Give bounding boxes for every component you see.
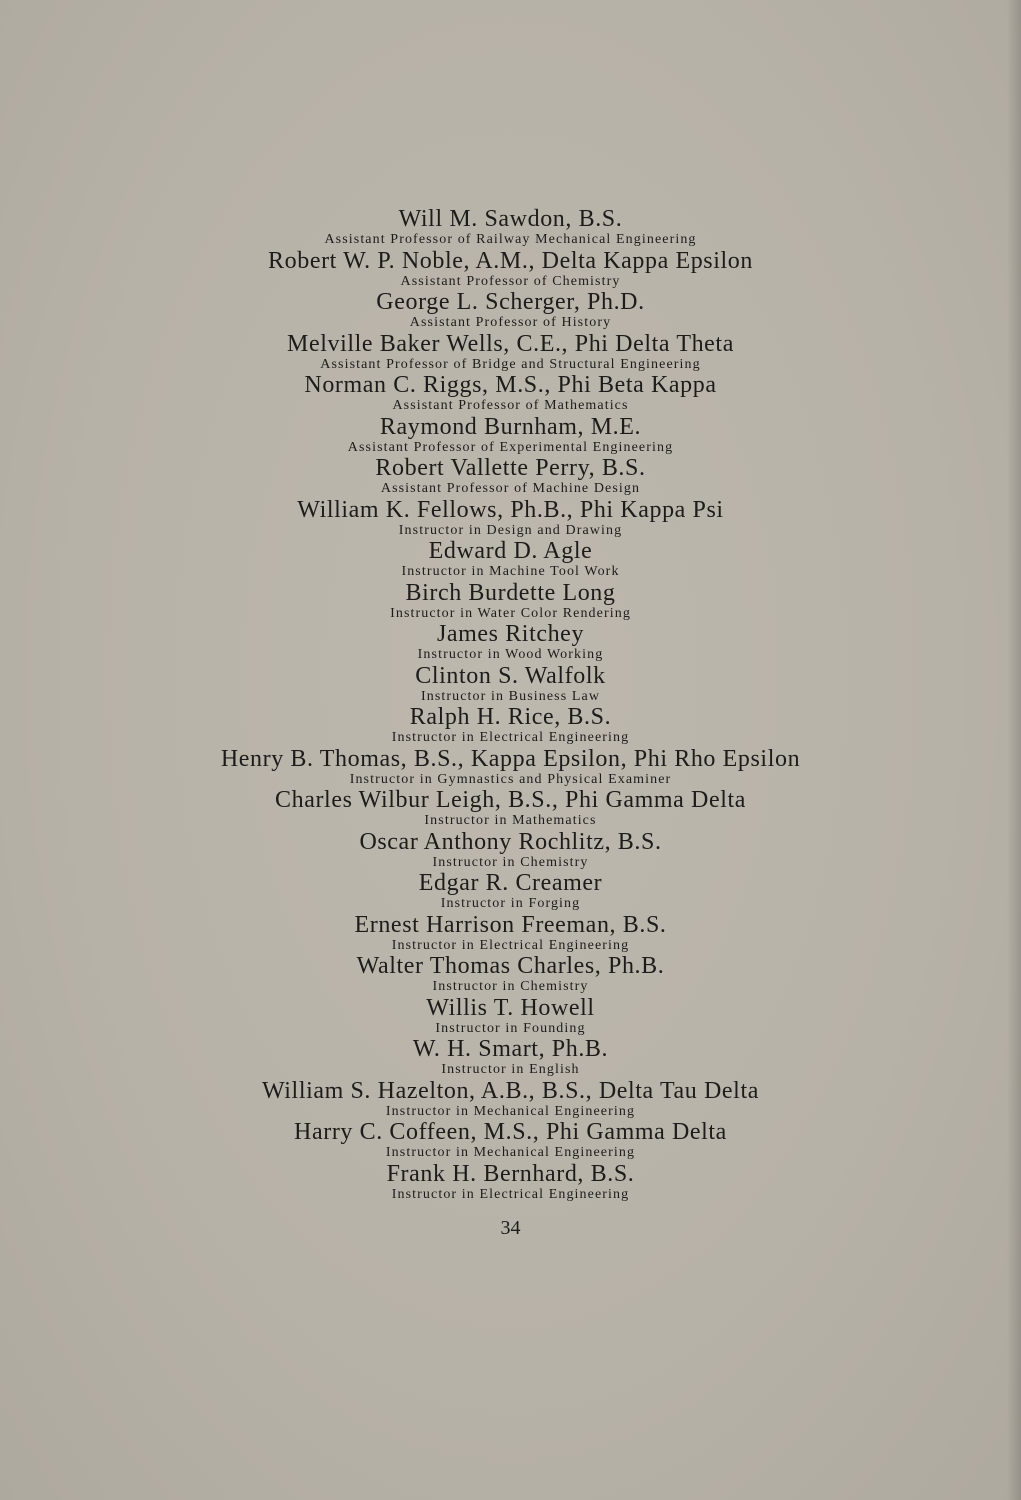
faculty-name: Ralph H. Rice, B.S. <box>409 704 612 730</box>
faculty-entry <box>0 248 1021 290</box>
faculty-entry <box>0 580 1021 622</box>
faculty-entry <box>0 621 1021 663</box>
faculty-name: W. H. Smart, Ph.B. <box>412 1036 609 1062</box>
faculty-entry <box>0 1036 1021 1078</box>
faculty-name: Clinton S. Walfolk <box>415 662 606 689</box>
faculty-entry <box>0 497 1021 539</box>
faculty-name: Norman C. Riggs, M.S., Phi Beta Kappa <box>304 372 717 398</box>
faculty-entry <box>0 289 1021 331</box>
faculty-entry <box>0 455 1021 497</box>
faculty-entry <box>0 953 1021 995</box>
faculty-title: Instructor in Chemistry <box>432 979 589 994</box>
faculty-title: Instructor in English <box>441 1062 580 1077</box>
faculty-name: Edward D. Agle <box>428 538 593 564</box>
faculty-title: Assistant Professor of Experimental Engineering <box>347 439 674 455</box>
faculty-title: Instructor in Water Color Rendering <box>390 605 631 621</box>
faculty-title: Assistant Professor of Machine Design <box>380 481 641 496</box>
faculty-entry <box>0 746 1021 788</box>
faculty-name: Ernest Harrison Freeman, B.S. <box>354 911 667 938</box>
faculty-title: Instructor in Business Law <box>420 688 601 704</box>
faculty-entry <box>0 1161 1021 1203</box>
faculty-title: Assistant Professor of History <box>409 315 612 330</box>
faculty-entry <box>0 331 1021 373</box>
faculty-name: Walter Thomas Charles, Ph.B. <box>356 953 665 979</box>
faculty-title: Instructor in Chemistry <box>432 854 589 870</box>
faculty-name: William K. Fellows, Ph.B., Phi Kappa Psi <box>297 496 724 523</box>
faculty-title: Assistant Professor of Bridge and Structural Engineering <box>320 356 701 372</box>
faculty-name: Will M. Sawdon, B.S. <box>398 206 623 232</box>
faculty-title: Instructor in Mechanical Engineering <box>385 1145 636 1160</box>
faculty-title: Instructor in Gymnastics and Physical Examiner <box>349 771 672 787</box>
faculty-title: Assistant Professor of Railway Mechanical Engineering <box>324 232 697 247</box>
faculty-name: Harry C. Coffeen, M.S., Phi Gamma Delta <box>294 1119 727 1145</box>
faculty-entry <box>0 1119 1021 1161</box>
faculty-title: Instructor in Electrical Engineering <box>391 937 630 953</box>
faculty-name: Raymond Burnham, M.E. <box>379 413 642 440</box>
faculty-name: Robert W. P. Noble, A.M., Delta Kappa Epsilon <box>268 247 753 274</box>
faculty-name: Willis T. Howell <box>426 994 595 1021</box>
faculty-title: Assistant Professor of Mathematics <box>392 398 629 413</box>
faculty-entry <box>0 538 1021 580</box>
faculty-title: Instructor in Electrical Engineering <box>391 730 630 745</box>
faculty-title: Assistant Professor of Chemistry <box>400 273 621 289</box>
faculty-name: Edgar R. Creamer <box>418 870 603 896</box>
faculty-entry <box>0 787 1021 829</box>
faculty-entry <box>0 912 1021 954</box>
faculty-name: Frank H. Bernhard, B.S. <box>386 1160 635 1187</box>
faculty-title: Instructor in Electrical Engineering <box>391 1186 630 1202</box>
faculty-entry <box>0 829 1021 871</box>
faculty-title: Instructor in Mathematics <box>424 813 597 828</box>
faculty-title: Instructor in Machine Tool Work <box>401 564 620 579</box>
faculty-name: James Ritchey <box>436 621 585 647</box>
faculty-entry <box>0 414 1021 456</box>
faculty-name: Birch Burdette Long <box>405 579 616 606</box>
faculty-name: Melville Baker Wells, C.E., Phi Delta Theta <box>287 330 734 357</box>
faculty-entry <box>0 870 1021 912</box>
page-number: 34 <box>500 1217 521 1239</box>
faculty-title: Instructor in Mechanical Engineering <box>385 1103 636 1119</box>
faculty-roster <box>0 206 1021 1202</box>
faculty-entry <box>0 663 1021 705</box>
faculty-entry <box>0 995 1021 1037</box>
faculty-name: William S. Hazelton, A.B., B.S., Delta Tau Delta <box>262 1077 759 1104</box>
faculty-title: Instructor in Wood Working <box>417 647 604 662</box>
faculty-name: George L. Scherger, Ph.D. <box>376 289 645 315</box>
faculty-entry <box>0 704 1021 746</box>
faculty-entry <box>0 372 1021 414</box>
faculty-name: Robert Vallette Perry, B.S. <box>375 455 646 481</box>
faculty-name: Oscar Anthony Rochlitz, B.S. <box>359 828 662 855</box>
faculty-entry <box>0 206 1021 248</box>
faculty-entry <box>0 1078 1021 1120</box>
faculty-title: Instructor in Forging <box>440 896 581 911</box>
faculty-name: Henry B. Thomas, B.S., Kappa Epsilon, Phi Rho Epsilon <box>220 745 801 772</box>
faculty-title: Instructor in Design and Drawing <box>398 522 623 538</box>
faculty-name: Charles Wilbur Leigh, B.S., Phi Gamma Delta <box>275 787 746 813</box>
faculty-title: Instructor in Founding <box>435 1020 586 1036</box>
